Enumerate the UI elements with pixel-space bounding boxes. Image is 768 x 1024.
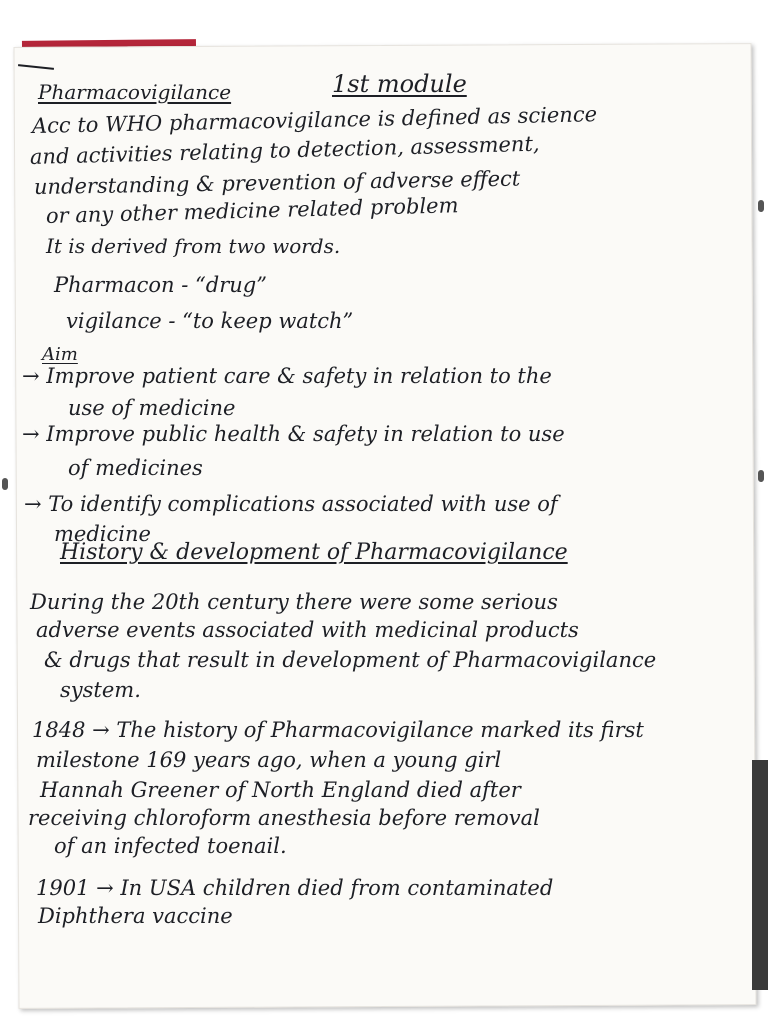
derivation-line: vigilance - “to keep watch” — [66, 309, 354, 333]
definition-line: and activities relating to detection, assessment, — [29, 131, 540, 169]
page-edge-shadow — [752, 760, 768, 990]
event-1901-line: Diphthera vaccine — [38, 904, 233, 928]
history-paragraph-line: adverse events associated with medicinal products — [36, 618, 579, 642]
aim-item-continuation: of medicines — [68, 456, 203, 480]
event-1848-line: of an infected toenail. — [54, 834, 287, 858]
aim-item: → Improve public health & safety in relation to use — [22, 422, 565, 446]
definition-line: It is derived from two words. — [46, 234, 341, 258]
binding-hole-icon — [2, 478, 8, 490]
history-heading: History & development of Pharmacovigilance — [60, 540, 568, 565]
event-1848-line: 1848 → The history of Pharmacovigilance marked its first — [32, 718, 644, 742]
header-left-title: Pharmacovigilance — [38, 80, 232, 104]
event-1848-line: receiving chloroform anesthesia before removal — [28, 806, 540, 830]
binding-hole-icon — [758, 200, 764, 212]
definition-line: Acc to WHO pharmacovigilance is defined as science — [31, 102, 598, 138]
event-1901-line: 1901 → In USA children died from contaminated — [36, 876, 554, 900]
derivation-line: Pharmacon - “drug” — [54, 273, 267, 297]
binding-hole-icon — [758, 470, 764, 482]
event-1848-line: Hannah Greener of North England died after — [40, 778, 521, 802]
aim-item: → Improve patient care & safety in relation to the — [22, 364, 552, 388]
aim-item-continuation: use of medicine — [68, 396, 236, 420]
event-1848-line: milestone 169 years ago, when a young girl — [36, 748, 502, 772]
header-module-title: 1st module — [332, 70, 467, 98]
definition-line: understanding & prevention of adverse effect — [33, 166, 521, 199]
aim-item-continuation: medicine — [54, 522, 151, 546]
aim-heading: Aim — [42, 344, 78, 365]
aim-item: → To identify complications associated with use of — [24, 492, 558, 516]
history-paragraph-line: & drugs that result in development of Pharmacovigilance — [44, 648, 657, 672]
history-paragraph-line: During the 20th century there were some serious — [30, 590, 558, 614]
history-paragraph-line: system. — [60, 678, 141, 702]
definition-line: or any other medicine related problem — [45, 193, 459, 228]
